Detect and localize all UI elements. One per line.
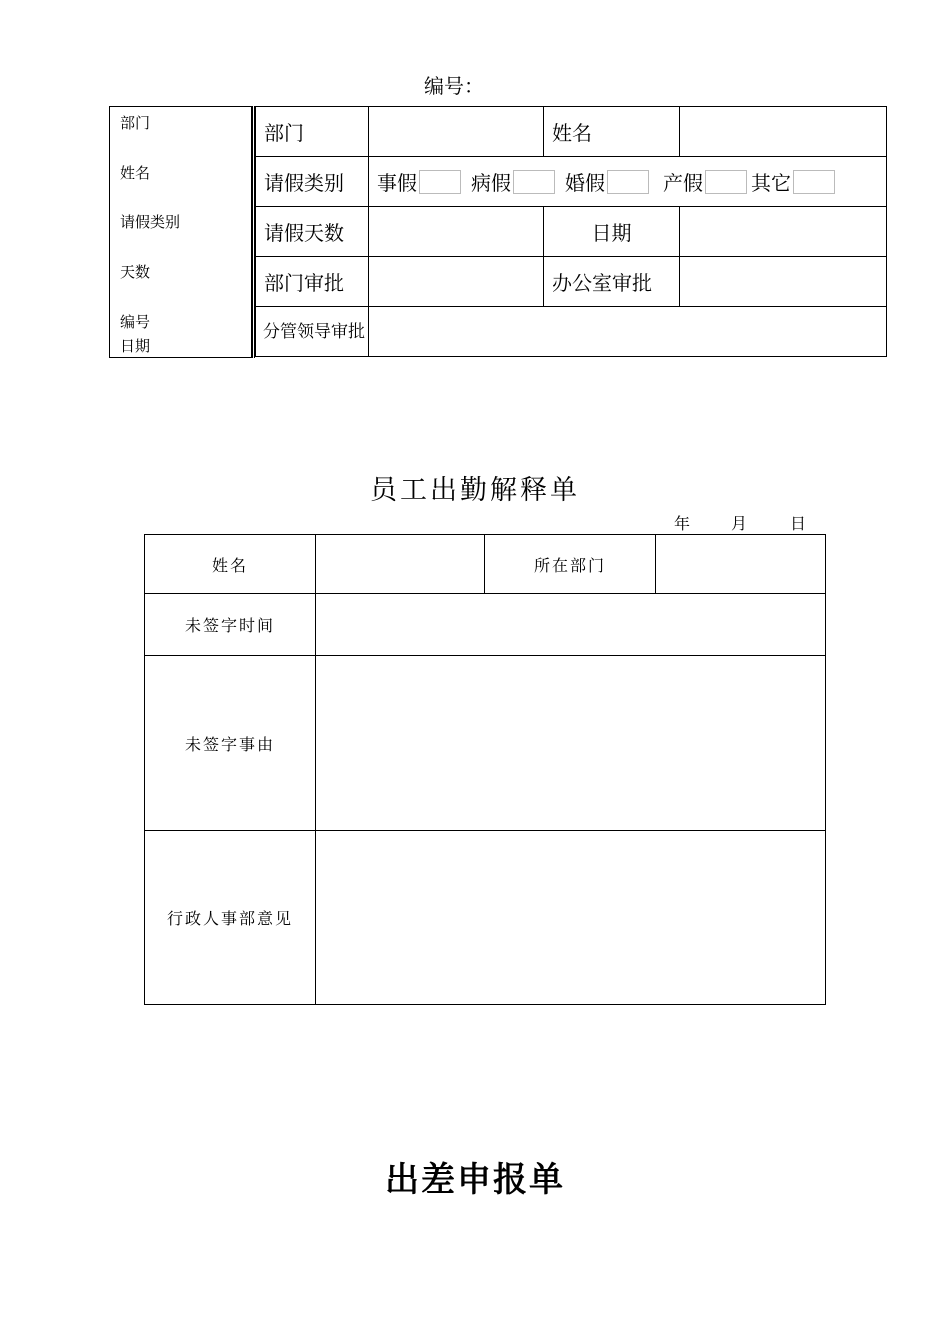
dept-approval-field[interactable] xyxy=(369,257,544,307)
leave-type-options xyxy=(369,157,887,207)
leave-days-field[interactable] xyxy=(369,207,544,257)
date-month-label: 月 xyxy=(731,514,748,533)
stub-days: 天数 xyxy=(120,263,151,281)
table-row xyxy=(145,594,826,656)
stub-serial: 编号 xyxy=(120,313,151,331)
leave-type-personal: 事假 xyxy=(377,171,417,195)
attendance-form-table xyxy=(144,534,826,1005)
leave-days-label: 请假天数 xyxy=(256,207,369,257)
stub-name: 姓名 xyxy=(120,164,151,182)
table-row xyxy=(256,157,887,207)
leave-type-label: 请假类别 xyxy=(256,157,369,207)
serial-number-label: 编号： xyxy=(424,74,484,98)
leave-stub xyxy=(109,106,252,358)
stub-department: 部门 xyxy=(120,114,151,132)
attendance-name-label: 姓名 xyxy=(145,535,316,594)
table-row xyxy=(145,831,826,1005)
name-field[interactable] xyxy=(680,107,887,157)
stub-date: 日期 xyxy=(120,337,151,355)
hr-opinion-field[interactable] xyxy=(316,831,826,1005)
leader-approval-label: 分管领导审批 xyxy=(256,307,369,357)
leave-type-sick: 病假 xyxy=(471,171,511,195)
leave-type-other-checkbox[interactable] xyxy=(793,170,835,194)
leave-type-other: 其它 xyxy=(751,171,791,195)
unsigned-time-field[interactable] xyxy=(316,594,826,656)
table-row xyxy=(145,535,826,594)
leave-type-marriage: 婚假 xyxy=(565,171,605,195)
office-approval-field[interactable] xyxy=(680,257,887,307)
attendance-department-label: 所在部门 xyxy=(485,535,656,594)
unsigned-reason-label: 未签字事由 xyxy=(145,656,316,831)
leave-form-table xyxy=(255,106,887,357)
unsigned-reason-field[interactable] xyxy=(316,656,826,831)
business-trip-form-title: 出差申报单 xyxy=(385,1160,565,1200)
unsigned-time-label: 未签字时间 xyxy=(145,594,316,656)
date-year-label: 年 xyxy=(674,514,691,533)
attendance-form-title: 员工出勤解释单 xyxy=(370,475,580,506)
attendance-name-field[interactable] xyxy=(316,535,485,594)
dept-approval-label: 部门审批 xyxy=(256,257,369,307)
department-label: 部门 xyxy=(256,107,369,157)
name-label: 姓名 xyxy=(544,107,680,157)
leave-type-maternity: 产假 xyxy=(663,171,703,195)
hr-opinion-label: 行政人事部意见 xyxy=(145,831,316,1005)
table-row xyxy=(256,107,887,157)
table-row xyxy=(256,207,887,257)
table-row xyxy=(256,307,887,357)
leave-type-maternity-checkbox[interactable] xyxy=(705,170,747,194)
table-row xyxy=(145,656,826,831)
stub-leave-type: 请假类别 xyxy=(120,213,181,231)
table-row xyxy=(256,257,887,307)
leave-type-marriage-checkbox[interactable] xyxy=(607,170,649,194)
date-label: 日期 xyxy=(544,207,680,257)
attendance-department-field[interactable] xyxy=(656,535,826,594)
leader-approval-field[interactable] xyxy=(369,307,887,357)
office-approval-label: 办公室审批 xyxy=(544,257,680,307)
date-field[interactable] xyxy=(680,207,887,257)
date-day-label: 日 xyxy=(790,514,807,533)
leave-type-sick-checkbox[interactable] xyxy=(513,170,555,194)
leave-type-personal-checkbox[interactable] xyxy=(419,170,461,194)
department-field[interactable] xyxy=(369,107,544,157)
